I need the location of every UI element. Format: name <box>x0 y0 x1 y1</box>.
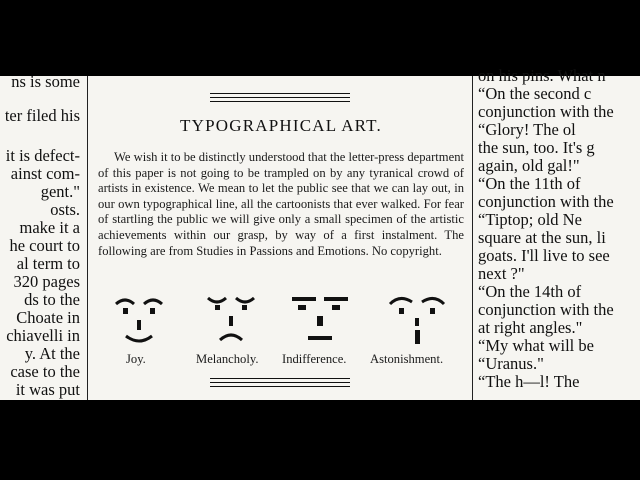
column-divider <box>472 76 473 400</box>
right-column-line: at right angles." <box>478 318 583 337</box>
left-column-line: osts. <box>50 200 80 219</box>
top-rule <box>210 97 350 98</box>
right-column-line: “The h—l! The <box>478 372 580 391</box>
right-column-line: “My what will be <box>478 336 594 355</box>
right-column-line: on his pins. What n <box>478 66 606 85</box>
left-column <box>0 72 82 400</box>
astonishment-caption: Astonishment. <box>370 352 444 366</box>
right-column-line: “On the 11th of <box>478 174 581 193</box>
left-column-line: gent." <box>40 182 80 201</box>
right-column-line: the sun, too. It's g <box>478 138 595 157</box>
left-column-line: ter filed his <box>4 106 80 125</box>
left-column-line: chiavelli in <box>6 326 80 345</box>
joy-caption: Joy. <box>126 352 146 366</box>
left-column-line: ns is some <box>11 72 80 91</box>
left-column-line: y. At the <box>24 344 80 363</box>
right-column-line: conjunction with the <box>478 192 614 211</box>
right-column-line: “On the second c <box>478 84 592 103</box>
article-body: We wish it to be distinctly understood that the letter-press department of this paper is not going to be trampled on by any tyranical crowd of artists in existence. We mean to let the public see that we can lay out, in our own typographical line, all the cartoonists that ever walked. For fear of startling the public we will give only a small specimen of the artistic achievements within our grasp, by way of a first instalment. The following are from Studies in Passions and Emotions. No copyright. <box>98 150 464 258</box>
top-rule <box>210 101 350 102</box>
melancholy-face-drawing <box>204 294 260 350</box>
left-column-line: al term to <box>16 254 80 273</box>
right-column-line: conjunction with the <box>478 300 614 319</box>
left-column-line: Choate in <box>16 308 80 327</box>
bottom-rule <box>210 386 350 387</box>
right-column-line: conjunction with the <box>478 102 614 121</box>
left-column-line: 320 pages <box>13 272 80 291</box>
left-column-line: ainst com- <box>10 164 80 183</box>
astonishment-face <box>388 294 448 350</box>
bottom-rule <box>210 378 350 379</box>
joy-face <box>112 294 168 350</box>
left-column-line: ds to the <box>24 290 80 309</box>
article-headline: TYPOGRAPHICAL ART. <box>180 116 382 135</box>
left-column-line: he court to <box>9 236 80 255</box>
right-column-line: “Uranus." <box>478 354 544 373</box>
right-column-line: next ?" <box>478 264 525 283</box>
indifference-caption: Indifference. <box>282 352 347 366</box>
joy-face-drawing <box>112 294 168 350</box>
indifference-face <box>288 294 354 350</box>
article <box>92 76 470 400</box>
column-divider <box>87 76 88 400</box>
top-rule <box>210 93 350 94</box>
newspaper-page <box>0 66 640 400</box>
right-column-line: “On the 14th of <box>478 282 582 301</box>
melancholy-caption: Melancholy. <box>196 352 259 366</box>
left-column-line: case to the <box>10 362 80 381</box>
melancholy-face <box>204 294 260 350</box>
astonishment-face-drawing <box>388 294 448 350</box>
right-column-line: goats. I'll live to see <box>478 246 610 265</box>
right-column-line: “Tiptop; old Ne <box>478 210 582 229</box>
right-column <box>476 66 640 400</box>
right-column-line: again, old gal!" <box>478 156 580 175</box>
right-column-line: “Glory! The ol <box>478 120 576 139</box>
bottom-rule <box>210 382 350 383</box>
indifference-face-drawing <box>288 294 354 350</box>
left-column-line: it is defect- <box>5 146 80 165</box>
left-column-line: it was put <box>15 380 80 399</box>
left-column-line: make it a <box>19 218 80 237</box>
right-column-line: square at the sun, li <box>478 228 606 247</box>
